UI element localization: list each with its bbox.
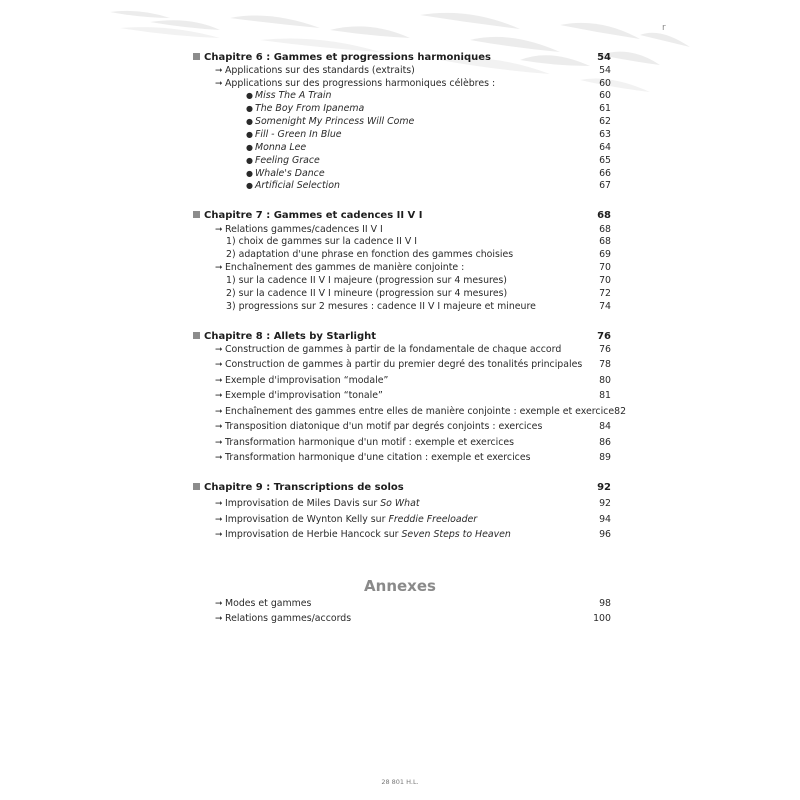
bullet-icon: ● (246, 156, 253, 165)
list-item[interactable]: ● Artificial Selection 67 (246, 180, 611, 191)
list-item[interactable]: ➞ Transformation harmonique d'un motif : exemple et exercices 86 (215, 437, 611, 448)
arrow-icon: ➞ (215, 263, 223, 273)
list-item[interactable]: ➞ Enchaînement des gammes entre elles de manière conjointe : exemple et exercice 82 (215, 406, 627, 417)
arrow-icon: ➞ (215, 407, 223, 417)
list-item[interactable]: 1) choix de gammes sur la cadence II V I 68 (226, 236, 611, 247)
list-item[interactable]: ● The Boy From Ipanema 61 (246, 103, 611, 114)
bullet-icon: ● (246, 117, 253, 126)
footer-reference: 28 801 H.L. (381, 778, 419, 786)
list-item[interactable]: 1) sur la cadence II V I majeure (progression sur 4 mesures) 70 (226, 275, 611, 286)
arrow-icon: ➞ (215, 66, 223, 76)
arrow-icon: ➞ (215, 599, 223, 609)
list-item[interactable]: ➞ Construction de gammes à partir du premier degré des tonalités principales 78 (215, 359, 611, 370)
square-bullet-icon (193, 483, 200, 490)
arrow-icon: ➞ (215, 376, 223, 386)
square-bullet-icon (193, 53, 200, 60)
arrow-icon: ➞ (215, 360, 223, 370)
list-item[interactable]: ● Somenight My Princess Will Come 62 (246, 116, 611, 127)
list-item[interactable]: ➞ Construction de gammes à partir de la fondamentale de chaque accord 76 (215, 344, 611, 355)
arrow-icon: ➞ (215, 79, 223, 89)
arrow-icon: ➞ (215, 345, 223, 355)
chapter-9-heading[interactable]: Chapitre 9 : Transcriptions de solos 92 (193, 482, 611, 494)
bullet-icon: ● (246, 91, 253, 100)
list-item[interactable]: ➞ Improvisation de Herbie Hancock sur Seven Steps to Heaven 96 (215, 529, 611, 540)
bullet-icon: ● (246, 143, 253, 152)
list-item[interactable]: ➞ Relations gammes/cadences II V I 68 (215, 224, 611, 235)
list-item[interactable]: ➞ Applications sur des standards (extraits) 54 (215, 65, 611, 76)
list-item[interactable]: ➞ Transposition diatonique d'un motif par degrés conjoints : exercices 84 (215, 421, 611, 432)
list-item[interactable]: ➞ Improvisation de Wynton Kelly sur Freddie Freeloader 94 (215, 514, 611, 525)
list-item[interactable]: ● Whale's Dance 66 (246, 168, 611, 179)
chapter-8-heading[interactable]: Chapitre 8 : Allets by Starlight 76 (193, 331, 611, 343)
annexes-heading: Annexes (364, 577, 436, 595)
list-item[interactable]: ● Monna Lee 64 (246, 142, 611, 153)
bullet-icon: ● (246, 181, 253, 190)
arrow-icon: ➞ (215, 225, 223, 235)
list-item[interactable]: 3) progressions sur 2 mesures : cadence II V I majeure et mineure 74 (226, 301, 611, 312)
square-bullet-icon (193, 211, 200, 218)
arrow-icon: ➞ (215, 422, 223, 432)
list-item[interactable]: ➞ Improvisation de Miles Davis sur So What 92 (215, 498, 611, 509)
square-bullet-icon (193, 332, 200, 339)
chapter-7-heading[interactable]: Chapitre 7 : Gammes et cadences II V I 68 (193, 210, 611, 222)
list-item[interactable]: ● Fill - Green In Blue 63 (246, 129, 611, 140)
list-item[interactable]: ● Feeling Grace 65 (246, 155, 611, 166)
list-item[interactable]: ➞ Enchaînement des gammes de manière conjointe : 70 (215, 262, 611, 273)
arrow-icon: ➞ (215, 515, 223, 525)
list-item[interactable]: ➞ Exemple d'improvisation “tonale” 81 (215, 390, 611, 401)
list-item[interactable]: ➞ Transformation harmonique d'une citation : exemple et exercices 89 (215, 452, 611, 463)
arrow-icon: ➞ (215, 530, 223, 540)
list-item[interactable]: ➞ Applications sur des progressions harmoniques célèbres : 60 (215, 78, 611, 89)
bullet-icon: ● (246, 104, 253, 113)
bullet-icon: ● (246, 169, 253, 178)
arrow-icon: ➞ (215, 499, 223, 509)
list-item[interactable]: ➞ Relations gammes/accords 100 (215, 613, 611, 624)
arrow-icon: ➞ (215, 438, 223, 448)
list-item[interactable]: ➞ Modes et gammes 98 (215, 598, 611, 609)
arrow-icon: ➞ (215, 453, 223, 463)
corner-mark: r (662, 23, 666, 33)
list-item[interactable]: 2) sur la cadence II V I mineure (progression sur 4 mesures) 72 (226, 288, 611, 299)
bullet-icon: ● (246, 130, 253, 139)
arrow-icon: ➞ (215, 614, 223, 624)
list-item[interactable]: ➞ Exemple d'improvisation “modale” 80 (215, 375, 611, 386)
chapter-6-heading[interactable]: Chapitre 6 : Gammes et progressions harmoniques 54 (193, 52, 611, 64)
list-item[interactable]: 2) adaptation d'une phrase en fonction des gammes choisies 69 (226, 249, 611, 260)
list-item[interactable]: ● Miss The A Train 60 (246, 90, 611, 101)
arrow-icon: ➞ (215, 391, 223, 401)
